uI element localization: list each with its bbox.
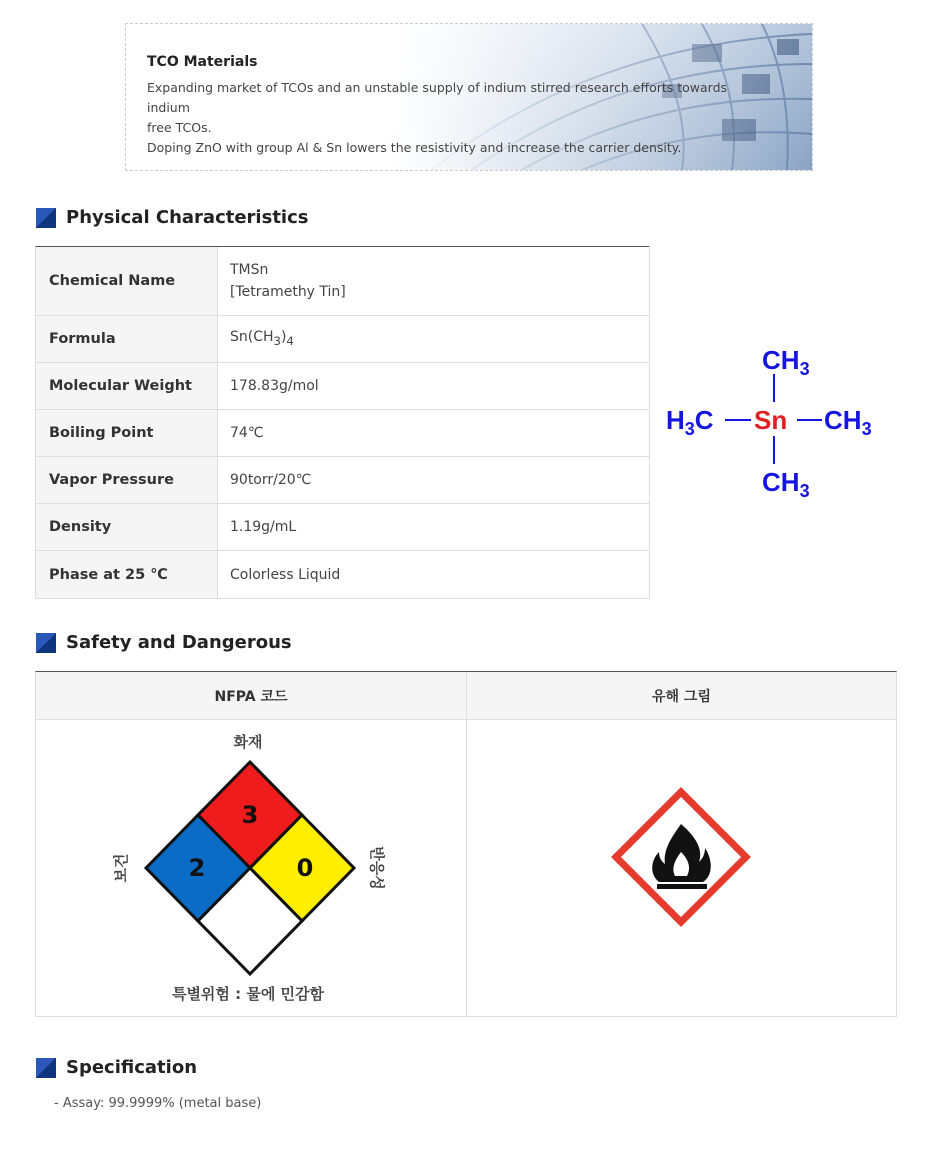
reactivity-label: 반응성 [368, 846, 386, 890]
table-row [36, 410, 649, 457]
right-methyl: CH [824, 405, 862, 435]
chemical-name: TMSn [230, 262, 269, 278]
top-methyl: CH [762, 345, 800, 375]
row-value: 90torr/20℃ [230, 472, 312, 488]
section-square-icon [36, 1058, 56, 1078]
tco-banner [125, 23, 813, 171]
nfpa-cell [36, 720, 467, 1017]
special-label: 특별위험 : 물에 민감함 [171, 985, 325, 1003]
section-square-icon [36, 633, 56, 653]
row-label: Phase at 25 ℃ [36, 551, 218, 598]
assay-line: - Assay: 99.9999% (metal base) [54, 1096, 262, 1111]
banner-line: Expanding market of TCOs and an unstable supply of indium stirred research efforts towards indium [147, 80, 728, 115]
specification-heading [36, 1057, 197, 1078]
row-label: Molecular Weight [36, 363, 218, 409]
section-square-icon [36, 208, 56, 228]
table-row [36, 363, 649, 410]
left-methyl: H [666, 405, 685, 435]
svg-text:CH3: $CH_3$ [762, 467, 810, 501]
structure-cell [649, 246, 898, 599]
table-row [36, 316, 649, 363]
physical-table [35, 246, 897, 599]
nfpa-header: NFPA 코드 [36, 672, 467, 719]
fire-rating: 3 [241, 801, 259, 829]
table-row [36, 504, 649, 551]
svg-text:CH3: $CH_3$ [762, 345, 810, 379]
row-label: Boiling Point [36, 410, 218, 456]
row-label: Chemical Name [36, 247, 218, 315]
safety-table [35, 671, 897, 1017]
row-label: Formula [36, 316, 218, 362]
section-title: Safety and Dangerous [66, 632, 292, 653]
tmsn-structure-diagram [650, 246, 898, 599]
svg-text:H3C: $H_3C$ [666, 405, 714, 439]
section-title: Physical Characteristics [66, 207, 309, 228]
chemical-name-full: [Tetramethy Tin] [230, 284, 346, 300]
nfpa-diamond [36, 720, 466, 1017]
banner-line: free TCOs. [147, 120, 212, 135]
fire-label: 화재 [233, 733, 263, 751]
flammable-pictogram-icon [467, 720, 897, 1017]
table-row [36, 247, 649, 316]
row-value [218, 247, 649, 315]
row-value [218, 316, 649, 362]
svg-text:CH3: $CH_3$ [824, 405, 872, 439]
section-title: Specification [66, 1057, 198, 1078]
pictogram-header: 유해 그림 [652, 688, 711, 705]
table-row [36, 551, 649, 598]
formula: $Sn(CH_3)_4$ [230, 329, 294, 348]
banner-title: TCO Materials [147, 54, 258, 70]
row-value: 1.19g/mL [230, 519, 297, 535]
center-atom: Sn [754, 405, 788, 435]
row-value: 178.83g/mol [230, 378, 319, 394]
banner-line: Doping ZnO with group Al & Sn lowers the resistivity and increase the carrier density. [147, 140, 682, 155]
reactivity-rating: 0 [296, 854, 314, 882]
row-value: Colorless Liquid [230, 566, 341, 583]
health-label: 보건 [112, 853, 130, 883]
physical-heading [36, 207, 308, 228]
bottom-methyl: CH [762, 467, 800, 497]
pictogram-cell [467, 720, 897, 1017]
table-row [36, 457, 649, 504]
safety-heading [36, 632, 292, 653]
row-label: Density [36, 504, 218, 550]
row-value: 74℃ [230, 425, 264, 441]
health-rating: 2 [188, 854, 206, 882]
row-label: Vapor Pressure [36, 457, 218, 503]
